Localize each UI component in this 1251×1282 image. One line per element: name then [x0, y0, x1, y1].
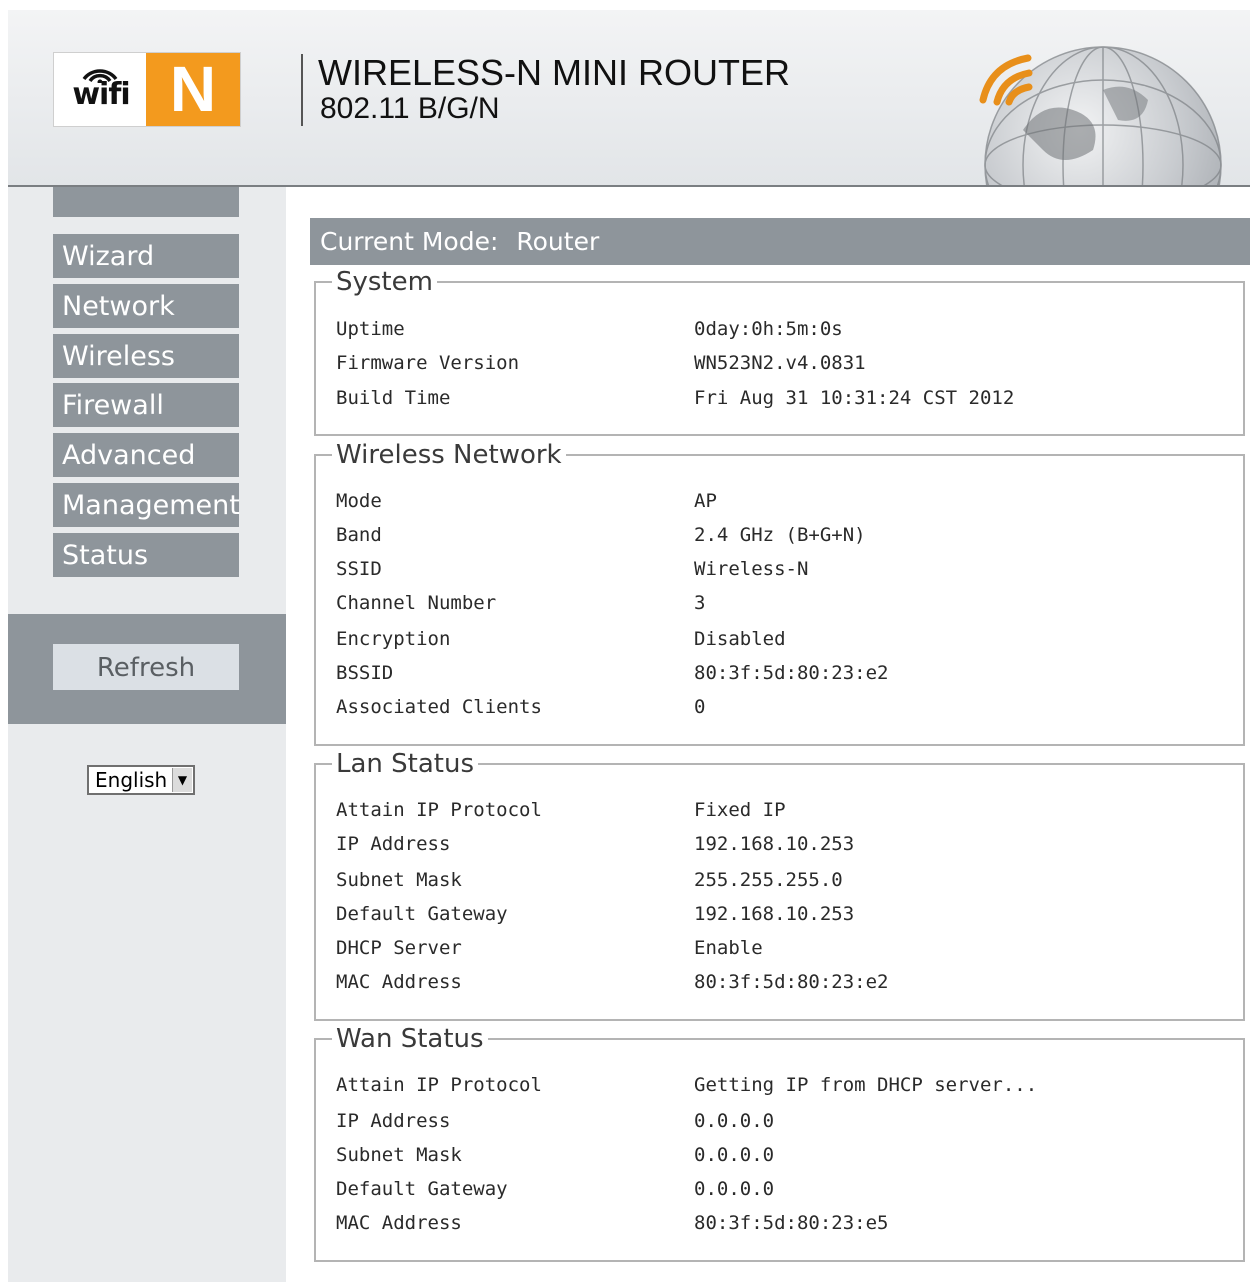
chevron-down-icon[interactable]: ▼ — [172, 768, 192, 792]
section-title: System — [332, 265, 437, 299]
row-label: Subnet Mask — [336, 1144, 462, 1166]
row-label: Encryption — [336, 628, 451, 650]
info-row — [336, 971, 1236, 1001]
nav-item-network[interactable]: Network — [53, 284, 239, 330]
info-row — [336, 318, 1236, 348]
wan-status-section — [314, 1024, 1245, 1262]
row-value: Fri Aug 31 10:31:24 CST 2012 — [694, 387, 1015, 409]
row-value: 0.0.0.0 — [694, 1178, 775, 1200]
row-label: IP Address — [336, 833, 451, 855]
row-value: 0day:0h:5m:0s — [694, 318, 843, 340]
row-value: Disabled — [694, 628, 786, 650]
info-row — [336, 628, 1236, 658]
row-value: 80:3f:5d:80:23:e2 — [694, 662, 889, 684]
lan-status-section — [314, 749, 1245, 1021]
row-label: DHCP Server — [336, 937, 462, 959]
row-label: Channel Number — [336, 592, 497, 614]
row-value: 0.0.0.0 — [694, 1110, 775, 1132]
wifi-n-logo — [53, 52, 241, 127]
row-label: IP Address — [336, 1110, 451, 1132]
wifi-logo-part — [54, 53, 146, 126]
nav-item-management[interactable]: Management — [53, 483, 239, 529]
wireless-network-section — [314, 440, 1245, 746]
row-label: Associated Clients — [336, 696, 542, 718]
info-row — [336, 937, 1236, 967]
row-value: 2.4 GHz (B+G+N) — [694, 524, 866, 546]
current-mode-bar — [310, 218, 1250, 265]
header-banner — [8, 10, 1250, 187]
info-row — [336, 903, 1236, 933]
row-label: Firmware Version — [336, 352, 520, 374]
info-row — [336, 833, 1236, 863]
section-title: Wireless Network — [332, 438, 566, 472]
row-label: Default Gateway — [336, 903, 508, 925]
info-row — [336, 592, 1236, 622]
nav-item-wireless[interactable]: Wireless — [53, 334, 239, 380]
nav-item-advanced[interactable]: Advanced — [53, 433, 239, 479]
row-label: BSSID — [336, 662, 394, 684]
row-value: WN523N2.v4.0831 — [694, 352, 866, 374]
row-value: Enable — [694, 937, 763, 959]
page-subtitle: 802.11 B/G/N — [320, 92, 500, 125]
nav-item-wizard[interactable]: Wizard — [53, 234, 239, 280]
info-row — [336, 662, 1236, 692]
row-value: Wireless-N — [694, 558, 809, 580]
info-row — [336, 1074, 1236, 1104]
nav-item-status[interactable]: Status — [53, 533, 239, 579]
row-value: 0 — [694, 696, 706, 718]
row-label: Uptime — [336, 318, 405, 340]
row-value: 0.0.0.0 — [694, 1144, 775, 1166]
row-value: 3 — [694, 592, 706, 614]
row-label: Mode — [336, 490, 382, 512]
row-value: 192.168.10.253 — [694, 833, 855, 855]
row-value: 80:3f:5d:80:23:e5 — [694, 1212, 889, 1234]
sidebar — [8, 187, 286, 1282]
info-row — [336, 490, 1236, 520]
logo-word: wifi — [72, 77, 130, 112]
info-row — [336, 524, 1236, 554]
current-mode-value: Router — [516, 227, 600, 256]
sidebar-top-block — [53, 187, 239, 217]
row-label: Subnet Mask — [336, 869, 462, 891]
row-label: Default Gateway — [336, 1178, 508, 1200]
row-value: AP — [694, 490, 717, 512]
row-label: Attain IP Protocol — [336, 799, 542, 821]
refresh-button[interactable]: Refresh — [53, 644, 239, 690]
info-row — [336, 1144, 1236, 1174]
row-value: Getting IP from DHCP server... — [694, 1074, 1038, 1096]
info-row — [336, 1178, 1236, 1208]
row-label: Build Time — [336, 387, 451, 409]
row-value: 192.168.10.253 — [694, 903, 855, 925]
language-value: English — [95, 768, 168, 792]
row-label: MAC Address — [336, 1212, 462, 1234]
nav-item-firewall[interactable]: Firewall — [53, 383, 239, 429]
info-row — [336, 869, 1236, 899]
logo-letter: N — [146, 53, 240, 126]
refresh-panel — [8, 614, 286, 724]
info-row — [336, 387, 1236, 417]
page-title: WIRELESS-N MINI ROUTER — [318, 52, 791, 93]
info-row — [336, 558, 1236, 588]
row-label: MAC Address — [336, 971, 462, 993]
row-label: Band — [336, 524, 382, 546]
section-title: Lan Status — [332, 747, 478, 781]
row-value: Fixed IP — [694, 799, 786, 821]
header-divider — [301, 54, 303, 126]
current-mode-label: Current Mode: — [320, 227, 499, 256]
info-row — [336, 1110, 1236, 1140]
globe-icon — [953, 30, 1233, 187]
row-label: Attain IP Protocol — [336, 1074, 542, 1096]
info-row — [336, 352, 1236, 382]
info-row — [336, 696, 1236, 726]
row-value: 255.255.255.0 — [694, 869, 843, 891]
row-label: SSID — [336, 558, 382, 580]
row-value: 80:3f:5d:80:23:e2 — [694, 971, 889, 993]
language-select[interactable] — [87, 765, 195, 795]
section-title: Wan Status — [332, 1022, 488, 1056]
system-section — [314, 267, 1245, 436]
info-row — [336, 1212, 1236, 1242]
info-row — [336, 799, 1236, 829]
